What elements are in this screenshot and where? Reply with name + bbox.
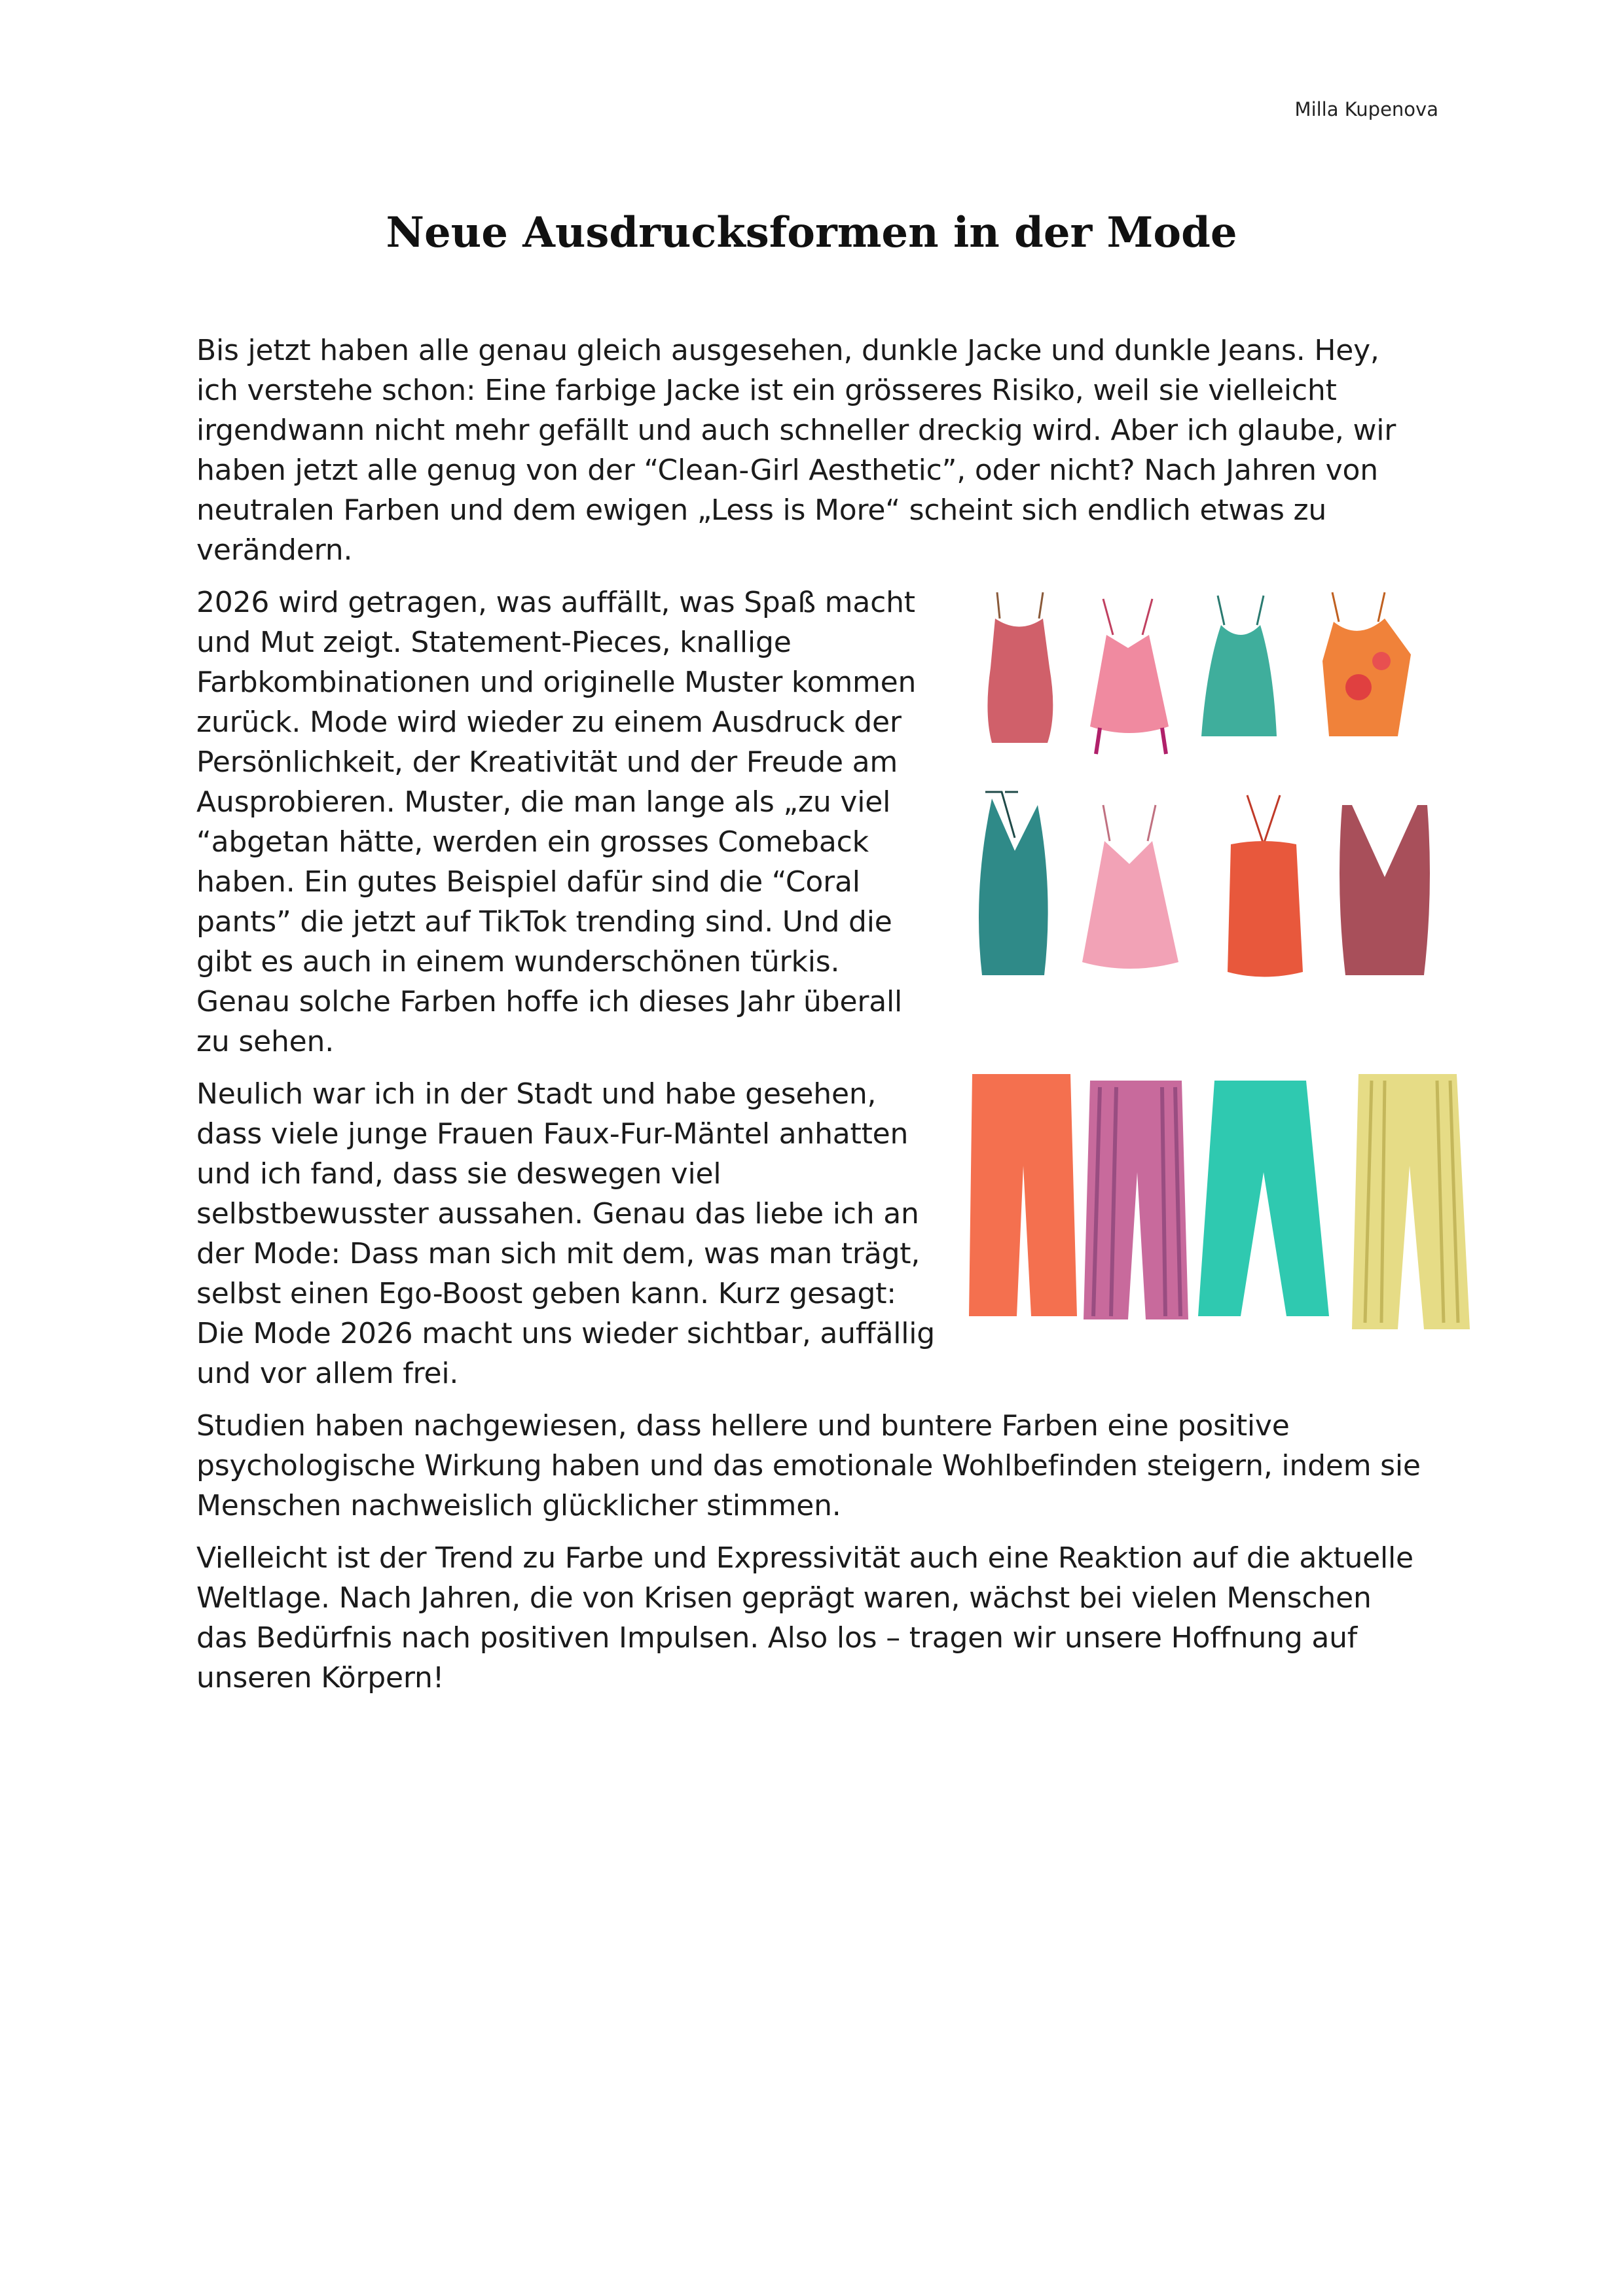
pants-coral	[969, 1074, 1077, 1316]
author-name: Milla Kupenova	[1294, 98, 1438, 120]
pants-yellow-striped	[1352, 1074, 1470, 1329]
page-title: Neue Ausdrucksformen in der Mode	[386, 208, 1237, 257]
top-turquoise-sequin	[1201, 596, 1277, 736]
top-burgundy-knit	[1340, 805, 1430, 975]
tops-collage-image	[966, 583, 1480, 1008]
paragraph-trends: 2026 wird getragen, was auffällt, was Spaß macht und Mut zeigt. Statement-Pieces, knallige Farbkombinationen und originelle Muster kommen zurück. Mode wird wieder zu einem Ausdruck der Persönlichkeit, der Kreativität und der Freude am Ausprobieren. Muster, die man lange als „zu viel “abgetan hätte, werden ein grosses Comeback haben. Ein gutes Beispiel dafür sind die “Coral pants” die jetzt auf TikTok trending sind. Und die gibt es auch in einem wunderschönen türkis. Genau solche Farben hoffe ich dieses Jahr überall zu sehen.	[196, 586, 917, 1058]
top-teal-halter	[979, 792, 1048, 975]
top-pink-babydoll	[1082, 805, 1178, 969]
pants-turquoise	[1198, 1081, 1329, 1316]
paragraph-city: Neulich war ich in der Stadt und habe gesehen, dass viele junge Frauen Faux-Fur-Mäntel anhatten und ich fand, dass sie deswegen viel selbstbewusster aussahen. Genau das liebe ich an der Mode: Dass man sich mit dem, was man trägt, selbst einen Ego-Boost geben kann. Kurz gesagt: Die Mode 2026 macht uns wieder sichtbar, auffällig und vor allem frei.	[196, 1077, 936, 1390]
top-sequin-red	[987, 592, 1053, 743]
article-body	[196, 331, 1427, 1710]
top-orange-floral	[1322, 592, 1411, 736]
paragraph-intro: Bis jetzt haben alle genau gleich ausgesehen, dunkle Jacke und dunkle Jeans. Hey, ich verstehe schon: Eine farbige Jacke ist ein grösseres Risiko, weil sie vielleicht irgendwann nicht mehr gefällt und auch schneller dreckig wird. Aber ich glaube, wir haben jetzt alle genug von der “Clean-Girl Aesthetic”, oder nicht? Nach Jahren von neutralen Farben und dem ewigen „Less is More“ scheint sich endlich etwas zu verändern.	[196, 334, 1396, 567]
top-coral-bandeau	[1228, 795, 1303, 977]
paragraph-conclusion: Vielleicht ist der Trend zu Farbe und Expressivität auch eine Reaktion auf die aktuelle Weltlage. Nach Jahren, die von Krisen geprägt waren, wächst bei vielen Menschen das Bedürfnis nach positiven Impulsen. Also los – tragen wir unsere Hoffnung auf unseren Körpern!	[196, 1541, 1413, 1695]
pants-collage-image	[966, 1067, 1480, 1341]
top-patterned-pink	[1090, 599, 1169, 754]
pants-pink-striped	[1084, 1081, 1188, 1319]
paragraph-studies: Studien haben nachgewiesen, dass hellere und buntere Farben eine positive psychologische Wirkung haben und das emotionale Wohlbefinden steigern, indem sie Menschen nachweislich glücklicher stimmen.	[196, 1409, 1421, 1522]
